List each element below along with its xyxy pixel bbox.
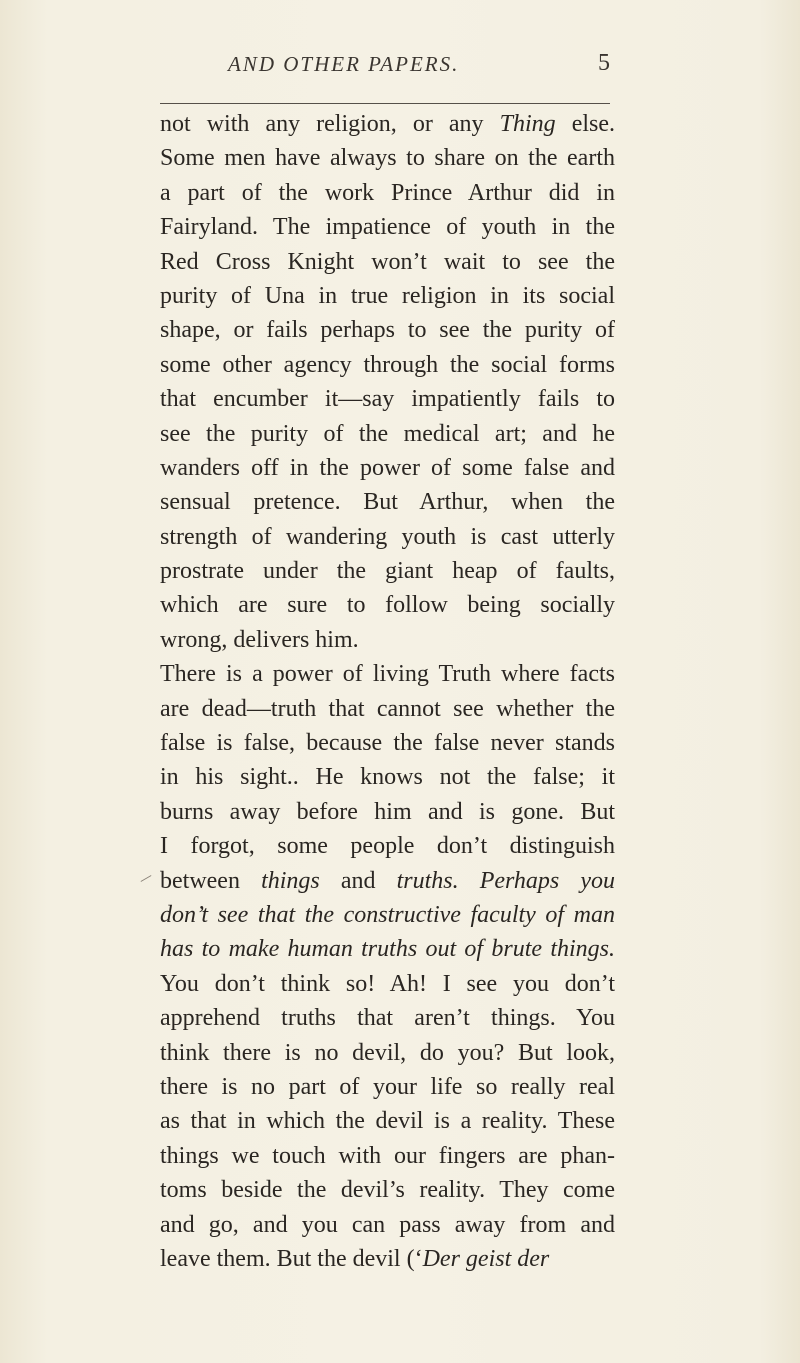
- text-line: apprehend truths that aren’t things. You: [160, 1005, 615, 1032]
- running-head: [200, 50, 610, 90]
- text-line: think there is no devil, do you? But look,: [160, 1039, 615, 1066]
- text-line: between things and truths. Perhaps you: [160, 867, 616, 894]
- text-line: leave them. But the devil (‘Der geist der: [160, 1245, 550, 1272]
- page-number: 5: [598, 50, 610, 76]
- text-line: wanders off in the power of some false and: [160, 454, 615, 481]
- margin-mark: [141, 875, 152, 882]
- text-line: I forgot, some people don’t distinguish: [160, 833, 615, 860]
- text-line: that encumber it—say impatiently fails to: [160, 386, 615, 413]
- text-line: don’t see that the constructive faculty of man: [160, 901, 615, 928]
- text-line: things we touch with our fingers are phan-: [160, 1142, 615, 1169]
- text-line: Fairyland. The impatience of youth in the: [160, 214, 615, 241]
- text-line: shape, or fails perhaps to see the purity of: [160, 317, 615, 344]
- text-line: are dead—truth that cannot see whether the: [160, 695, 615, 722]
- header-rule: [160, 103, 610, 104]
- text-line: see the purity of the medical art; and he: [160, 420, 615, 447]
- text-line: toms beside the devil’s reality. They come: [160, 1177, 615, 1204]
- text-line: not with any religion, or any Thing else.: [160, 111, 616, 137]
- text-line: and go, and you can pass away from and: [160, 1211, 615, 1238]
- text-line: Some men have always to share on the earth: [160, 145, 615, 172]
- text-line: burns away before him and is gone. But: [160, 798, 615, 825]
- text-line: Red Cross Knight won’t wait to see the: [160, 248, 615, 275]
- text-line: there is no part of your life so really real: [160, 1073, 615, 1100]
- text-line: strength of wandering youth is cast utterly: [160, 523, 615, 550]
- text-line: has to make human truths out of brute things.: [160, 936, 615, 963]
- text-line: prostrate under the giant heap of faults,: [160, 558, 615, 585]
- text-line: purity of Una in true religion in its social: [160, 282, 615, 309]
- text-line: which are sure to follow being socially: [160, 592, 615, 619]
- text-line: some other agency through the social forms: [160, 351, 615, 378]
- text-line: as that in which the devil is a reality. These: [160, 1108, 615, 1135]
- body-text: [160, 107, 615, 1276]
- text-line: in his sight.. He knows not the false; it: [160, 764, 615, 791]
- running-head-title: AND OTHER PAPERS.: [228, 52, 460, 76]
- text-line: wrong, delivers him.: [160, 626, 359, 653]
- text-line: a part of the work Prince Arthur did in: [160, 179, 615, 206]
- text-line: There is a power of living Truth where facts: [160, 661, 615, 688]
- text-line: sensual pretence. But Arthur, when the: [160, 489, 615, 516]
- text-line: false is false, because the false never stands: [160, 730, 615, 757]
- text-line: You don’t think so! Ah! I see you don’t: [160, 970, 615, 997]
